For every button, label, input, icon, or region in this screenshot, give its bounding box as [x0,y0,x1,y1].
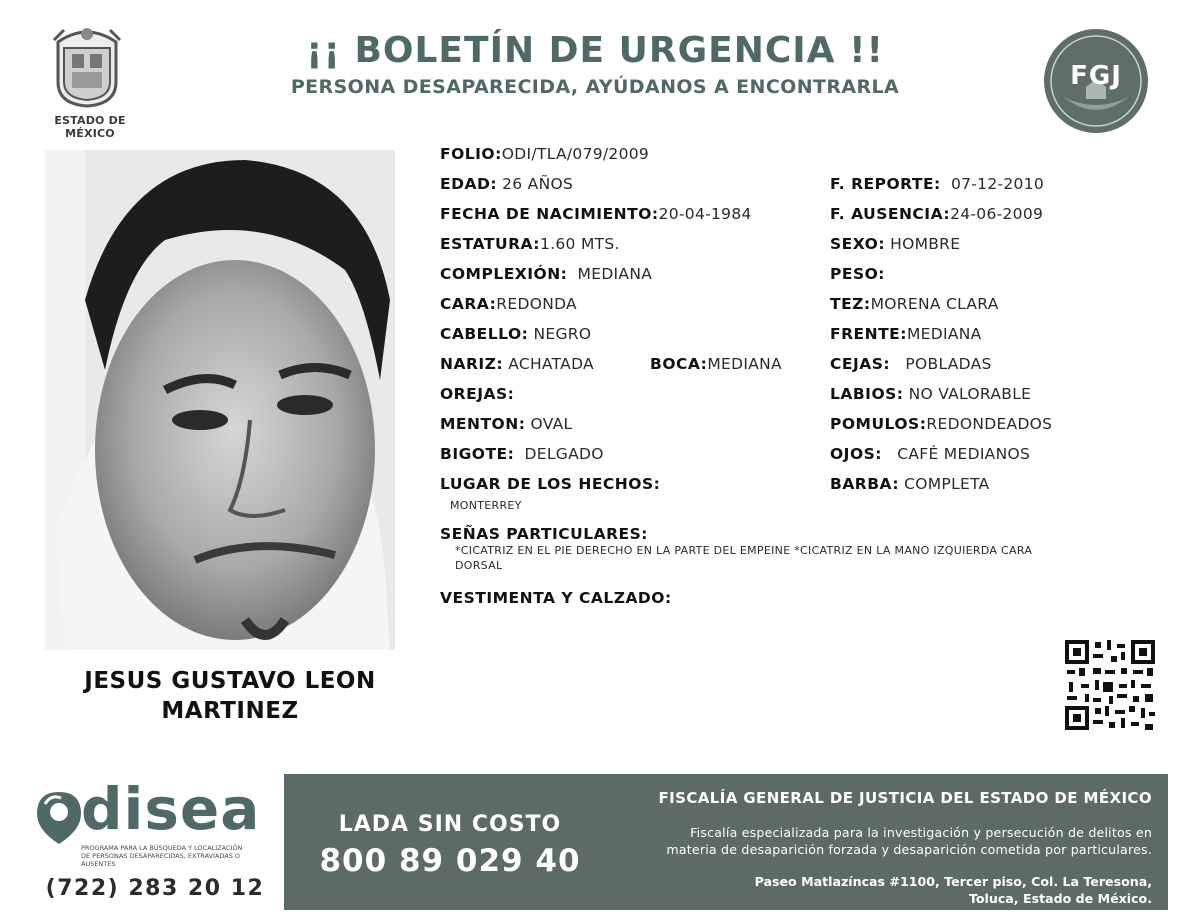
person-name [40,666,420,726]
field-folio [440,144,649,164]
cabello-label: CABELLO: [440,325,529,343]
field-f-reporte [830,174,1044,194]
menton-value: OVAL [530,415,573,433]
field-sexo [830,234,960,254]
tez-value: MORENA CLARA [870,295,999,313]
bigote-value: DELGADO [524,445,604,463]
field-tez [830,294,999,314]
complexion-label: COMPLEXIÓN: [440,265,568,283]
missing-person-photo [45,150,395,650]
field-cara [440,294,577,314]
cejas-value: POBLADAS [905,355,992,373]
odisea-brand-text: disea [81,775,261,843]
ojos-value: CAFÉ MEDIANOS [897,445,1031,463]
odisea-program-text [81,844,281,868]
fiscalia-description [600,824,1152,858]
boca-label: BOCA: [650,355,708,373]
field-barba [830,474,990,494]
person-name-line2: MARTINEZ [161,698,299,724]
fiscalia-address [600,873,1152,907]
f-ausencia-value: 24-06-2009 [950,205,1044,223]
field-ojos [830,444,1030,464]
senas-value [455,543,1032,573]
bigote-label: BIGOTE: [440,445,515,463]
lugar-hechos-value: MONTERREY [450,499,522,512]
senas-value-line2: DORSAL [455,559,503,572]
complexion-value: MEDIANA [577,265,653,283]
estado-de-mexico-label: ESTADO DE MÉXICO [54,114,126,140]
field-senas-particulares [440,524,648,544]
fiscalia-title: FISCALÍA GENERAL DE JUSTICIA DEL ESTADO DE MÉXICO [658,789,1152,807]
menton-label: MENTON: [440,415,526,433]
frente-value: MEDIANA [906,325,982,343]
field-cejas [830,354,992,374]
field-lugar-hechos [440,474,660,494]
boca-value: MEDIANA [707,355,782,373]
bulletin-title: ¡¡ BOLETÍN DE URGENCIA !! [306,30,884,71]
field-frente [830,324,982,344]
estatura-value: 1.60 MTS. [540,235,620,253]
field-estatura [440,234,620,254]
sexo-label: SEXO: [830,235,886,253]
field-boca [650,354,782,374]
lugar-hechos-label: LUGAR DE LOS HECHOS: [440,475,661,493]
barba-value: COMPLETA [904,475,990,493]
field-menton [440,414,572,434]
fiscalia-desc-line1: Fiscalía especializada para la investigación y persecución de delitos en [690,825,1152,840]
cejas-label: CEJAS: [830,355,891,373]
fgj-seal [1042,27,1150,135]
estatura-label: ESTATURA: [440,235,540,253]
field-complexion [440,264,652,284]
orejas-label: OREJAS: [440,385,515,403]
vestimenta-label: VESTIMENTA Y CALZADO: [440,589,672,607]
peso-label: PESO: [830,265,885,283]
qr-code-icon[interactable] [1063,638,1157,732]
senas-value-line1: *CICATRIZ EN EL PIE DERECHO EN LA PARTE DEL EMPEINE *CICATRIZ EN LA MANO IZQUIERDA CARA [455,544,1033,557]
tez-label: TEZ: [830,295,871,313]
field-cabello [440,324,591,344]
cara-label: CARA: [440,295,497,313]
f-reporte-value: 07-12-2010 [950,175,1045,193]
odisea-program-line1: PROGRAMA PARA LA BÚSQUEDA Y LOCALIZACIÓN [81,844,243,852]
fecha-nacimiento-label: FECHA DE NACIMIENTO: [440,205,659,223]
fgj-logo-text: FGJ [1070,61,1122,91]
field-f-ausencia [830,204,1043,224]
address-line1: Paseo Matlazíncas #1100, Tercer piso, Col. La Teresona, [754,874,1152,889]
sexo-value: HOMBRE [890,235,961,253]
cara-value: REDONDA [496,295,577,313]
field-vestimenta [440,588,672,608]
folio-label: FOLIO: [440,145,502,163]
odisea-program-line3: AUSENTES [81,860,116,868]
bulletin-subtitle: PERSONA DESAPARECIDA, AYÚDANOS A ENCONTRARLA [290,76,900,98]
labios-label: LABIOS: [830,385,904,403]
field-labios [830,384,1031,404]
estado-de-mexico-coat-of-arms-icon [50,20,124,108]
cabello-value: NEGRO [533,325,592,343]
edad-value: 26 AÑOS [502,175,574,193]
edad-label: EDAD: [440,175,498,193]
nariz-label: NARIZ: [440,355,504,373]
field-fecha-nacimiento [440,204,752,224]
odisea-logo [35,775,275,872]
field-orejas [440,384,514,404]
barba-label: BARBA: [830,475,900,493]
labios-value: NO VALORABLE [908,385,1032,403]
person-name-line1: JESUS GUSTAVO LEON [84,668,376,694]
person-portrait-image [45,150,395,650]
nariz-value: ACHATADA [508,355,594,373]
f-reporte-label: F. REPORTE: [830,175,941,193]
pomulos-value: REDONDEADOS [926,415,1053,433]
odisea-pin-icon [35,790,83,846]
frente-label: FRENTE: [830,325,907,343]
pomulos-label: POMULOS: [830,415,927,433]
ojos-label: OJOS: [830,445,882,463]
field-peso [830,264,885,284]
lada-sin-costo-label: LADA SIN COSTO [338,812,562,837]
fiscalia-desc-line2: materia de desaparición forzada y desaparición cometida por particulares. [666,842,1152,857]
address-line2: Toluca, Estado de México. [968,891,1152,906]
folio-value: ODI/TLA/079/2009 [501,145,650,163]
lada-phone-number[interactable]: 800 89 029 40 [319,843,581,879]
field-pomulos [830,414,1052,434]
field-edad [440,174,573,194]
senas-label: SEÑAS PARTICULARES: [440,525,649,543]
odisea-phone[interactable]: (722) 283 20 12 [45,876,265,901]
field-nariz [440,354,594,374]
field-bigote [440,444,604,464]
odisea-program-line2: DE PERSONAS DESAPARECIDAS, EXTRAVIADAS O [81,852,241,860]
fecha-nacimiento-value: 20-04-1984 [658,205,752,223]
f-ausencia-label: F. AUSENCIA: [830,205,951,223]
